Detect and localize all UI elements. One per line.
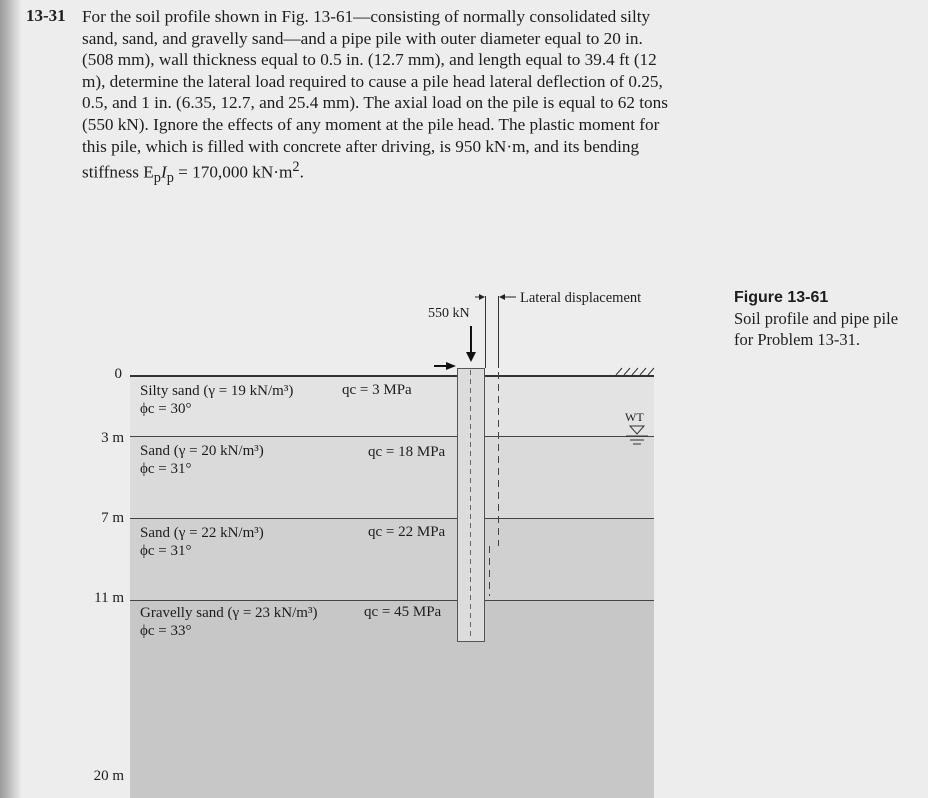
depth-label-3m: 3 m: [101, 430, 124, 446]
problem-line: .: [299, 162, 304, 182]
load-arrows: [420, 290, 520, 376]
problem-line: = 170,000 kN·m: [173, 162, 293, 182]
problem-number: 13-31: [26, 6, 66, 25]
problem-line: 0.5, and 1 in. (6.35, 12.7, and 25.4 mm). The axial load on the pile is equal to 62 tons: [82, 93, 668, 113]
depth-label-7m: 7 m: [101, 510, 124, 526]
friction-angle: ϕc = 31°: [140, 543, 192, 559]
deflected-shape-line: [498, 372, 499, 546]
soil-name: Gravelly sand (γ = 23 kN/m³): [140, 605, 318, 621]
inertia-symbol: I: [160, 162, 167, 182]
subscript: p: [153, 170, 161, 187]
axial-load-label: 550 kN: [428, 306, 470, 321]
subscript: p: [166, 170, 174, 187]
layer-boundary: [130, 518, 654, 519]
pipe-pile: [457, 368, 485, 642]
book-spine-shadow: [0, 0, 22, 798]
friction-angle: ϕc = 31°: [140, 461, 192, 477]
problem-line: sand, sand, and gravelly sand—and a pipe pile with outer diameter equal to 20 in.: [82, 28, 643, 48]
soil-name: Sand (γ = 22 kN/m³): [140, 525, 264, 541]
depth-label-0: 0: [114, 366, 122, 382]
problem-line: For the soil profile shown in Fig. 13-61—consisting of normally consolidated silty: [82, 7, 651, 26]
figure-label: Figure 13-61: [734, 289, 829, 306]
layer-1-description: [140, 382, 293, 418]
ground-hatch-icon: [612, 366, 664, 376]
figure-caption-line: Soil profile and pipe pile: [734, 309, 899, 328]
layer-2-description: [140, 442, 264, 478]
ground-surface-line: [130, 375, 654, 377]
depth-label-20m: 20 m: [93, 768, 124, 784]
pile-centerline: [470, 370, 471, 640]
cone-resistance: qc = 3 MPa: [342, 382, 412, 398]
deflected-shape-line: [489, 546, 490, 596]
water-table-icon: [624, 424, 650, 446]
depth-label-11m: 11 m: [94, 590, 124, 606]
water-table-label: WT: [625, 410, 644, 424]
problem-line: (550 kN). Ignore the effects of any moment at the pile head. The plastic moment for: [82, 114, 660, 134]
soil-name: Sand (γ = 20 kN/m³): [140, 443, 264, 459]
figure-caption-line: for Problem 13-31.: [734, 330, 861, 349]
layer-4-description: [140, 604, 317, 640]
cone-resistance: qc = 18 MPa: [368, 444, 446, 460]
superscript: 2: [292, 159, 300, 176]
figure-caption: [734, 288, 924, 350]
layer-3-description: [140, 524, 264, 560]
soil-name: Silty sand (γ = 19 kN/m³): [140, 383, 294, 399]
layer-boundary: [130, 600, 654, 601]
problem-line: (508 mm), wall thickness equal to 0.5 in. (12.7 mm), and length equal to 39.4 ft (12: [82, 50, 657, 70]
problem-line: stiffness E: [82, 162, 154, 182]
problem-line: m), determine the lateral load required to cause a pile head lateral deflection of 0.25,: [82, 71, 663, 91]
friction-angle: ϕc = 33°: [140, 623, 192, 639]
problem-statement: [82, 6, 732, 190]
lateral-displacement-label: Lateral displacement: [520, 290, 642, 306]
cone-resistance: qc = 22 MPa: [368, 524, 446, 540]
friction-angle: ϕc = 30°: [140, 401, 192, 417]
layer-boundary: [130, 436, 654, 437]
cone-resistance: qc = 45 MPa: [364, 604, 442, 620]
problem-line: this pile, which is filled with concrete after driving, is 950 kN·m, and its bending: [82, 136, 640, 156]
